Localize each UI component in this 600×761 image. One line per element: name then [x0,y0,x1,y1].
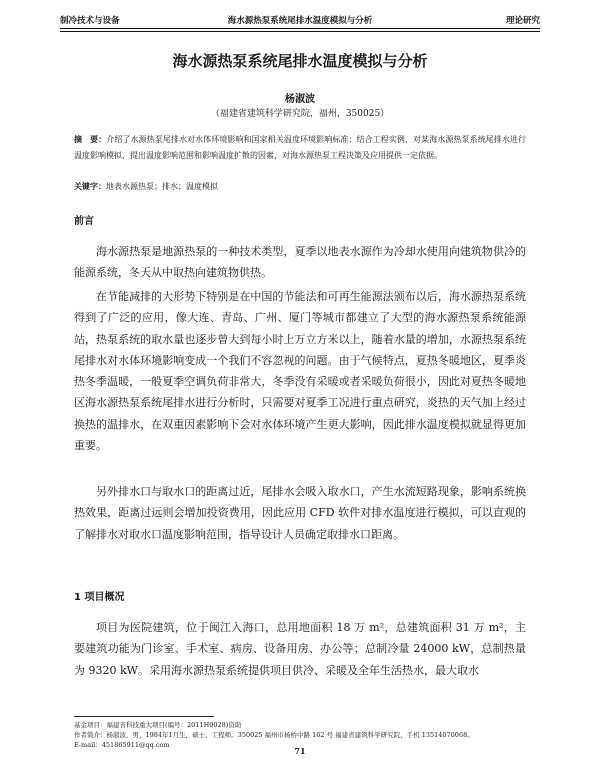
header-journal-section: 制冷技术与设备 [60,16,120,26]
paper-author: 杨淑波 [285,94,315,105]
keywords-label: 关键字： [74,182,106,191]
abstract-text: 介绍了水源热泵尾排水对水体环境影响和国家相关温度环境影响标准；结合工程实例，对某海水源热泵系统尾排水进行温度影响模拟，提出温度影响范围和影响温度扩散的因素，对海水源热泵工程决策及应用提供一定依据。 [74,135,527,160]
intro-paragraph: 海水源热泵是地源热泵的一种技术类型，夏季以地表水源作为冷却水使用向建筑物供冷的能源系统，冬天从中取热向建筑物供热。 [74,245,526,280]
footnote-email: E-mail：451865911@qq.com [74,741,170,749]
section-heading-project: 1 项目概况 [74,592,125,603]
project-paragraph: 项目为医院建筑，位于闽江入海口，总用地面积 18 万 m²，总建筑面积 31 万 m²，主要建筑功能为门诊室、手术室、病房、设备用房、办公等；总制冷量 24000 kW，总制热量为 9320 kW。采用海水源热泵系统提供项目供冷、采暖及全年生活热水，最大取水 [74,621,526,677]
intro-paragraph: 在节能减排的大形势下特别是在中国的节能法和可再生能源法颁布以后，海水源热泵系统得到了广泛的应用，像大连、青岛、广州、厦门等城市都建立了大型的海水源热泵系统能源站，热泵系统的取水量也逐步曾大到每小时上万立方米以上，随着水量的增加，水源热泵系统尾排水对水体环境影响变成一个我们不容忽视的问题。由于气候特点，夏热冬暖地区，夏季炎热冬季温暖，一般夏季空调负荷非常大，冬季没有采暖或者采暖负荷很小，因此对夏热冬暖地区海水源热泵系统尾排水进行分析时，只需要对夏季工况进行重点研究，炎热的天气加上经过换热的温排水，在双重因素影响下会对水体环境产生更大影响，因此排水温度模拟就显得更加重要。 [74,290,526,453]
footnote-funding: 基金项目：福建省科技重大项目(编号：2011H0028)资助 [74,721,242,729]
abstract-label: 摘 要： [74,135,107,144]
header-category: 理论研究 [505,16,540,26]
paper-title: 海水源热泵系统尾排水温度模拟与分析 [172,52,428,70]
running-header [60,11,540,27]
header-rule-thick [60,28,540,29]
footnote-rule [74,716,214,717]
keywords-text: 地表水源热泵；排水；温度模拟 [106,182,218,191]
header-article-title: 海水源热泵系统尾排水温度模拟与分析 [227,16,373,26]
header-rule-thin [60,31,540,32]
section-heading-intro: 前言 [74,216,94,227]
keywords [74,181,526,192]
abstract [74,132,526,163]
author-affiliation: （福建省建筑科学研究院，福州，350025） [210,109,390,119]
page-number: 71 [294,746,306,756]
footnote-author-bio: 作者简介：杨淑波，男，1984年1月生，硕士，工程师。350025 福州市杨桥中路 162 号 福建省建筑科学研究院，手机 13514070068。 [74,731,474,739]
intro-paragraph: 另外排水口与取水口的距离过近，尾排水会吸入取水口，产生水流短路现象，影响系统换热效果，距离过远则会增加投资费用，因此应用 CFD 软件对排水温度进行模拟，可以直观的了解排水对取水口温度影响范围，指导设计人员确定取排水口距离。 [74,485,526,541]
